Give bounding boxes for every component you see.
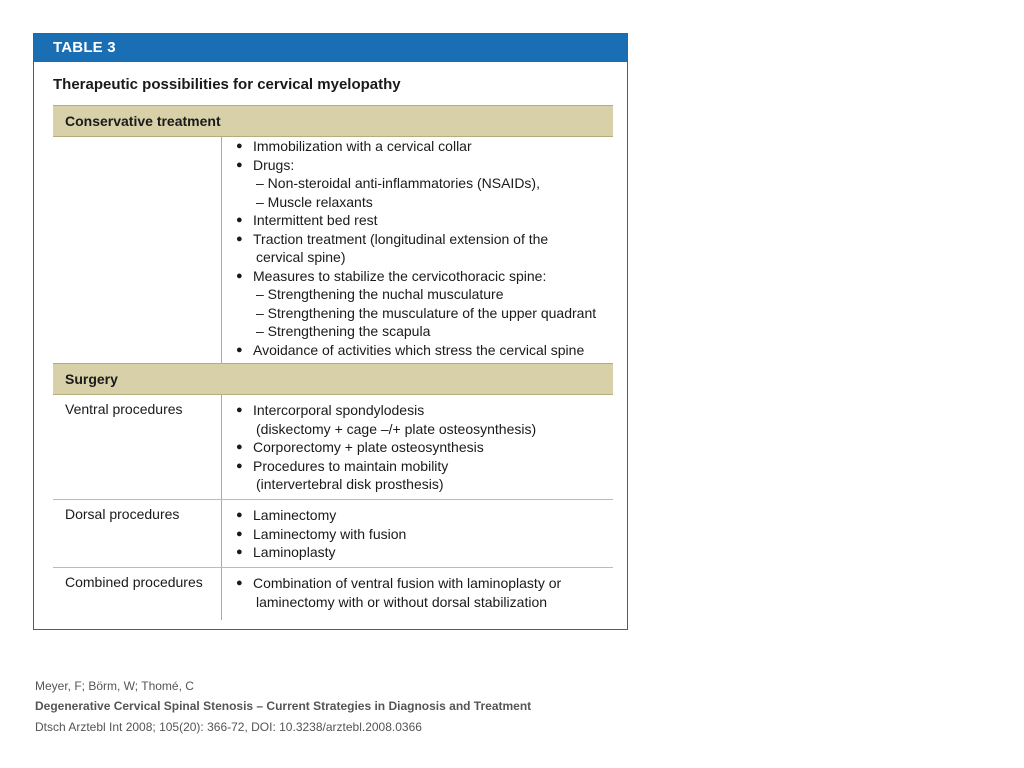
list-item-text: Intercorporal spondylodesis xyxy=(253,402,425,418)
column-divider xyxy=(221,137,222,363)
row-label-ventral: Ventral procedures xyxy=(65,401,183,417)
list-item-text: Laminectomy xyxy=(253,507,337,523)
list-item xyxy=(236,401,536,438)
list-subitem: laminectomy with or without dorsal stabilization xyxy=(256,593,548,610)
column-divider xyxy=(221,500,222,567)
section-heading-conservative: Conservative treatment xyxy=(53,105,613,137)
list-item xyxy=(236,525,406,544)
combined-items xyxy=(236,574,561,611)
list-item xyxy=(236,574,561,611)
list-item xyxy=(236,211,596,230)
citation-title: Degenerative Cervical Spinal Stenosis – Current Strategies in Diagnosis and Treatment xyxy=(35,699,532,713)
bullet-icon: ● xyxy=(236,527,243,540)
bullet-icon: ● xyxy=(236,232,243,245)
table-title: Therapeutic possibilities for cervical myelopathy xyxy=(53,76,401,93)
list-item-text: Immobilization with a cervical collar xyxy=(253,138,472,154)
bullet-icon: ● xyxy=(236,441,243,453)
list-item-text: Drugs: xyxy=(253,156,295,173)
bullet-icon: ● xyxy=(236,546,243,558)
list-item xyxy=(236,341,596,360)
list-subitem: – Strengthening the musculature of the upper quadrant xyxy=(256,304,597,321)
column-divider xyxy=(221,395,222,499)
bullet-icon: ● xyxy=(236,509,243,521)
list-item xyxy=(236,267,596,341)
row-label-dorsal: Dorsal procedures xyxy=(65,506,180,522)
list-subitem: – Strengthening the nuchal musculature xyxy=(256,286,504,302)
bullet-icon: ● xyxy=(236,343,243,356)
list-item-text: Procedures to maintain mobility xyxy=(253,457,449,474)
list-item-text: Combination of ventral fusion with laminoplasty or xyxy=(253,575,562,591)
list-item xyxy=(236,457,536,494)
list-item xyxy=(236,156,596,212)
list-item-text: Intermittent bed rest xyxy=(253,212,378,228)
list-subitem: – Non-steroidal anti-inflammatories (NSAIDs), xyxy=(256,175,540,191)
dorsal-items xyxy=(236,506,406,562)
list-item-text: Avoidance of activities which stress the cervical spine xyxy=(253,341,585,358)
list-item-text: Traction treatment (longitudinal extension of the xyxy=(253,230,549,247)
bullet-icon: ● xyxy=(236,158,243,171)
section-heading-surgery: Surgery xyxy=(53,363,613,395)
list-item xyxy=(236,137,596,156)
citation-source: Dtsch Arztebl Int 2008; 105(20): 366-72, DOI: 10.3238/arztebl.2008.0366 xyxy=(35,720,422,734)
bullet-icon: ● xyxy=(236,214,243,226)
bullet-icon: ● xyxy=(236,404,243,416)
list-subitem: cervical spine) xyxy=(256,249,346,265)
bullet-icon: ● xyxy=(236,140,243,152)
ventral-items xyxy=(236,401,536,494)
list-item-text: Laminectomy with fusion xyxy=(253,525,407,542)
row-label-combined: Combined procedures xyxy=(65,574,203,590)
conservative-items xyxy=(236,137,596,359)
list-item-text: Measures to stabilize the cervicothoracic spine: xyxy=(253,267,547,284)
column-divider xyxy=(221,568,222,620)
list-item-text: Laminoplasty xyxy=(253,544,336,560)
table-3 xyxy=(33,33,628,630)
list-subitem: – Strengthening the scapula xyxy=(256,323,431,339)
list-item xyxy=(236,506,406,525)
list-item xyxy=(236,230,596,267)
list-item xyxy=(236,543,406,562)
list-subitem: (intervertebral disk prosthesis) xyxy=(256,476,444,492)
bullet-icon: ● xyxy=(236,269,243,282)
list-subitem: – Muscle relaxants xyxy=(256,193,373,210)
table-label: TABLE 3 xyxy=(34,34,627,62)
bullet-icon: ● xyxy=(236,577,243,589)
list-item xyxy=(236,438,536,457)
list-item-text: Corporectomy + plate osteosynthesis xyxy=(253,439,484,455)
list-subitem: (diskectomy + cage –/+ plate osteosynthesis) xyxy=(256,420,537,437)
citation-authors: Meyer, F; Börm, W; Thomé, C xyxy=(35,679,194,693)
bullet-icon: ● xyxy=(236,459,243,472)
